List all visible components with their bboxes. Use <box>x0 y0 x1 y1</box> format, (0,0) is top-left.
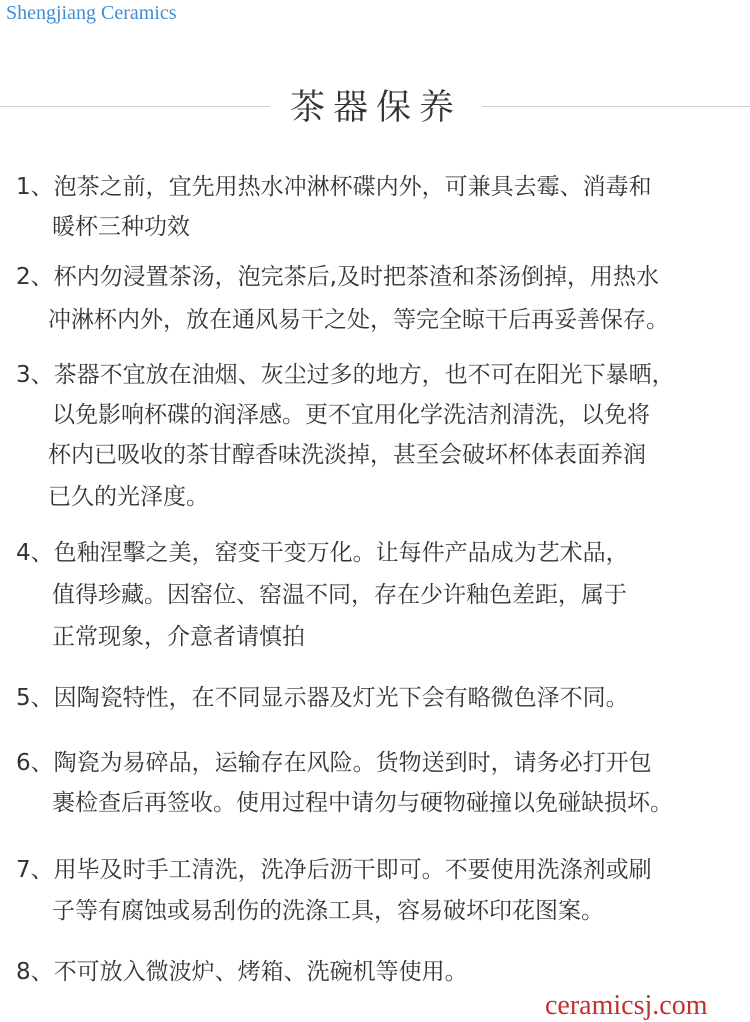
item-8-line-1: 8、不可放入微波炉、烤箱、洗碗机等使用。 <box>16 959 468 985</box>
item-7-line-2: 子等有腐蚀或易刮伤的洗涤工具，容易破坏印花图案。 <box>52 898 604 924</box>
item-6-line-1: 6、陶瓷为易碎品，运输存在风险。货物送到时，请务必打开包 <box>16 750 652 776</box>
item-2-line-2: 冲淋杯内外，放在通风易干之处，等完全晾干后再妥善保存。 <box>48 307 669 333</box>
item-4-line-2: 值得珍藏。因窑位、窑温不同，存在少许釉色差距，属于 <box>52 582 627 608</box>
item-5-line-1: 5、因陶瓷特性，在不同显示器及灯光下会有略微色泽不同。 <box>16 685 629 711</box>
item-4-line-1: 4、色釉涅擊之美，窑变干变万化。让每件产品成为艺术品， <box>16 540 629 566</box>
item-4-line-3: 正常现象，介意者请慎拍 <box>52 624 305 650</box>
item-1-line-2: 暖杯三种功效 <box>52 214 190 240</box>
item-3-line-4: 已久的光泽度。 <box>48 484 209 510</box>
item-1-line-1: 1、泡茶之前，宜先用热水冲淋杯碟内外，可兼具去霉、消毒和 <box>16 174 652 200</box>
title-rule-right <box>482 106 750 107</box>
item-7-line-1: 7、用毕及时手工清洗，洗净后沥干即可。不要使用洗涤剂或刷 <box>16 857 652 883</box>
page-title: 茶器保养 <box>289 88 462 128</box>
item-6-line-2: 裹检查后再签收。使用过程中请勿与硬物碰撞以免碰缺损坏。 <box>52 790 673 816</box>
title-rule-left <box>0 106 270 107</box>
item-3-line-2: 以免影响杯碟的润泽感。更不宜用化学洗洁剂清洗，以免将 <box>52 402 650 428</box>
watermark-top: Shengjiang Ceramics <box>6 2 177 24</box>
watermark-bottom: ceramicsj.com <box>545 990 708 1021</box>
item-2-line-1: 2、杯内勿浸置茶汤，泡完茶后,及时把茶渣和茶汤倒掉，用热水 <box>16 264 659 290</box>
item-3-line-3: 杯内已吸收的茶甘醇香味洗淡掉，甚至会破坏杯体表面养润 <box>48 442 646 468</box>
item-3-line-1: 3、茶器不宜放在油烟、灰尘过多的地方，也不可在阳光下暴晒， <box>16 362 675 388</box>
